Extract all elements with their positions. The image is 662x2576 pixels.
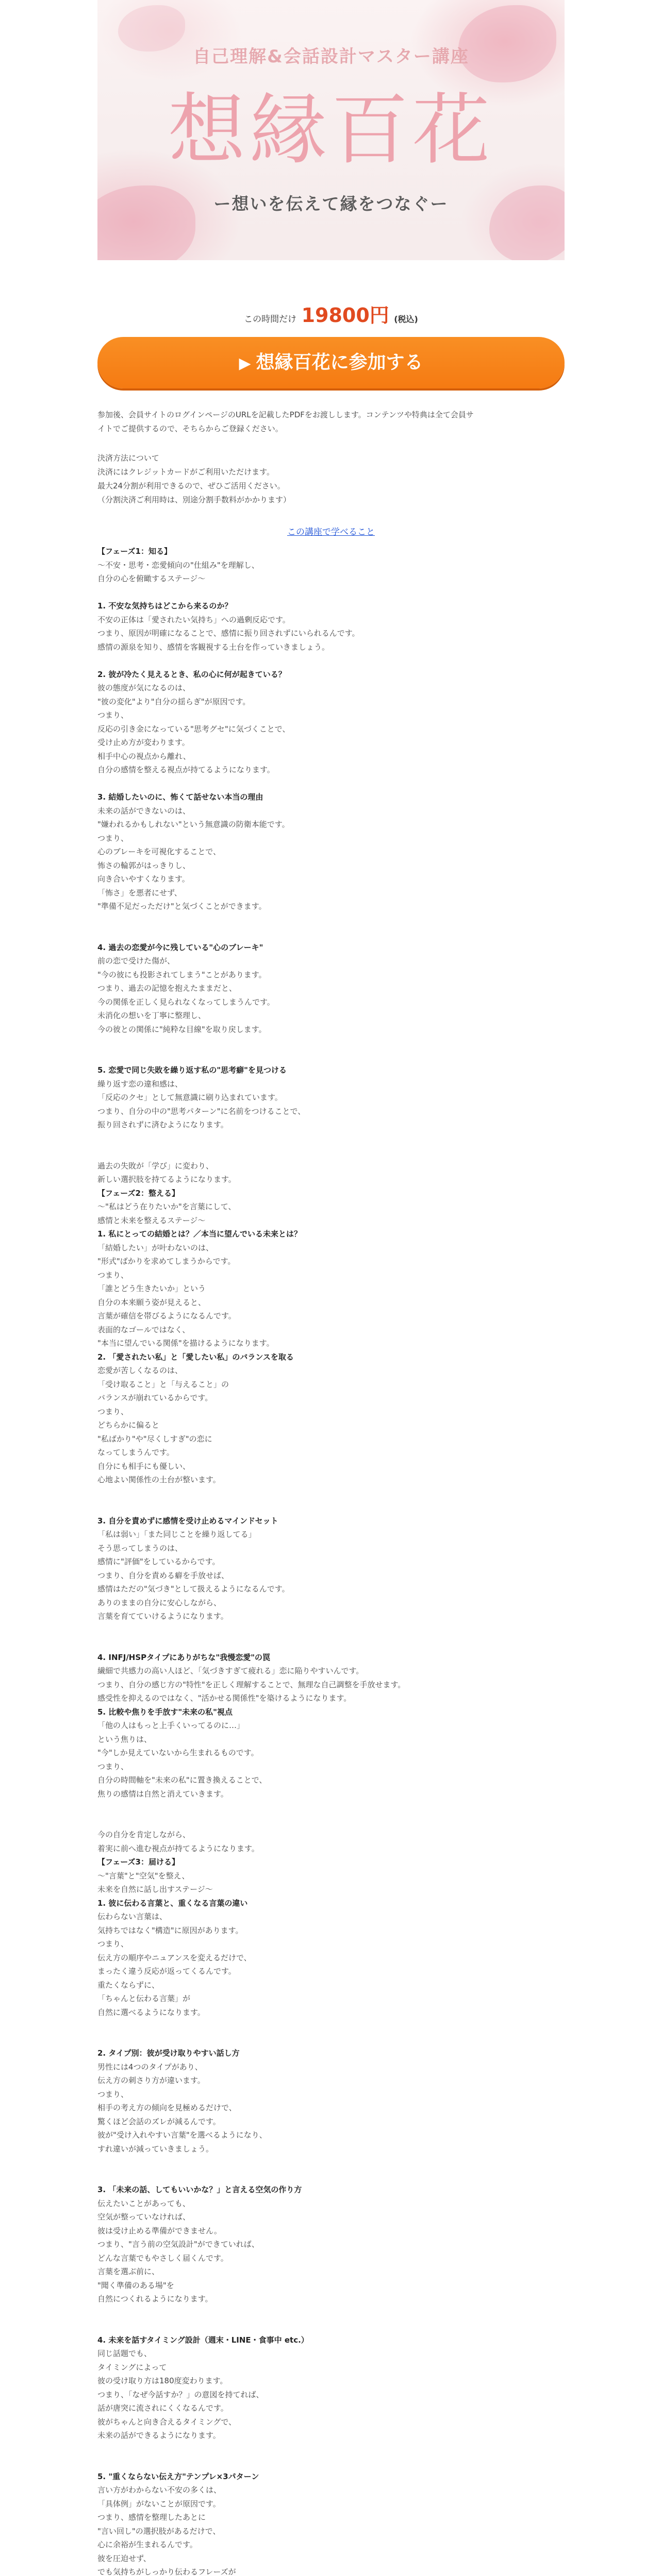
curriculum-line bbox=[97, 1815, 565, 1828]
curriculum-line: つまり、 bbox=[97, 2089, 129, 2099]
course-tagline: ー想いを伝えて縁をつなぐー bbox=[213, 194, 449, 214]
curriculum-line: 言葉が確信を帯びるようになるんです。 bbox=[97, 1311, 236, 1320]
curriculum-line: まったく違う反応が返ってくるんです。 bbox=[97, 1967, 236, 1976]
curriculum-line: 伝え方の順序やニュアンスを変えるだけで、 bbox=[97, 1953, 252, 1962]
curriculum-heading: 1. 私にとっての結婚とは？／本当に望んでいる未来とは？ bbox=[97, 1229, 302, 1239]
curriculum-line: つまり、 bbox=[97, 833, 129, 843]
curriculum-line: 言い方がわからない不安の多くは、 bbox=[97, 2485, 222, 2495]
price-line bbox=[97, 299, 565, 328]
curriculum-line: 未来を自然に話し出すステージ～ bbox=[97, 1885, 213, 1894]
curriculum-line: "形式"ばかりを求めてしまうからです。 bbox=[97, 1257, 236, 1266]
curriculum-line: 彼がちゃんと向き合えるタイミングで、 bbox=[97, 2417, 237, 2427]
curriculum-line: つまり、 bbox=[97, 710, 129, 720]
curriculum-line: 男性には4つのタイプがあり、 bbox=[97, 2062, 203, 2072]
curriculum-line: ～"言葉"と"空気"を整え、 bbox=[97, 1871, 190, 1880]
curriculum-line: "聞く準備のある場"を bbox=[97, 2280, 174, 2290]
curriculum-line: つまり、「なぜ今話すか？」の意図を持てれば、 bbox=[97, 2389, 264, 2399]
curriculum-line: 反応の引き金になっている"思考グセ"に気づくことで、 bbox=[97, 724, 290, 734]
price-amount: 19800円 bbox=[301, 304, 389, 327]
curriculum-line: 感情はただの"気づき"として扱えるようになるんです。 bbox=[97, 1584, 290, 1594]
curriculum-line: 「怖さ」を悪者にせず、 bbox=[97, 888, 182, 897]
curriculum-line: つまり、自分の感じ方の"特性"を正しく理解することで、無理な自己調整を手放せます。 bbox=[97, 1680, 406, 1689]
curriculum-heading: 【フェーズ1：知る】 bbox=[97, 547, 172, 556]
curriculum-line: 「誰とどう生きたいか」という bbox=[97, 1284, 206, 1293]
curriculum-line: 「受け取ること」と「与えること」の bbox=[97, 1379, 229, 1389]
curriculum-line: 「具体例」がないことが原因です。 bbox=[97, 2499, 221, 2509]
curriculum-heading: 2. 「愛されたい私」と「愛したい私」のバランスを取る bbox=[97, 1352, 294, 1362]
curriculum-heading: 【フェーズ3：届ける】 bbox=[97, 1857, 179, 1867]
curriculum-line: 不安の正体は「愛されたい気持ち」への過剰反応です。 bbox=[97, 615, 290, 624]
curriculum-line bbox=[97, 913, 565, 927]
curriculum-line: 彼は受け止める準備ができません。 bbox=[97, 2226, 222, 2235]
curriculum-line: バランスが崩れているからです。 bbox=[97, 1393, 213, 1402]
curriculum-line: 今の関係を正しく見られなくなってしまうんです。 bbox=[97, 997, 275, 1007]
curriculum-heading: 5. "重くならない伝え方"テンプレ×3パターン bbox=[97, 2471, 259, 2481]
curriculum-line bbox=[97, 586, 565, 600]
curriculum-line: 彼の受け取り方は180度変わります。 bbox=[97, 2376, 228, 2385]
curriculum-line: 空気が整っていなければ、 bbox=[97, 2212, 191, 2222]
curriculum-line: 向き合いやすくなります。 bbox=[97, 874, 190, 884]
curriculum-line: つまり、"言う前の空気設計"ができていれば、 bbox=[97, 2240, 259, 2249]
curriculum-line: つまり、原因が明確になることで、感情に振り回されずにいられるんです。 bbox=[97, 629, 360, 638]
curriculum-line: ～"私はどう在りたいか"を言葉にして、 bbox=[97, 1202, 236, 1211]
course-curriculum bbox=[97, 545, 565, 2576]
curriculum-line: 着実に前へ進む視点が持てるようになります。 bbox=[97, 1843, 259, 1853]
curriculum-line bbox=[97, 2033, 565, 2047]
curriculum-line: つまり、自分の中の"思考パターン"に名前をつけることで、 bbox=[97, 1106, 306, 1116]
curriculum-line: "嫌われるかもしれない"という無意識の防衛本能です。 bbox=[97, 820, 290, 829]
curriculum-line bbox=[97, 2443, 565, 2456]
curriculum-line: つまり、感情を整理したあとに bbox=[97, 2513, 206, 2522]
curriculum-line: つまり、 bbox=[97, 1761, 129, 1771]
curriculum-line: 振り回されずに済むようになります。 bbox=[97, 1120, 228, 1129]
notice-line: 参加後、会員サイトのログインページのURLを記載したPDFをお渡しします。コンテンツや特典は全て会員サ bbox=[97, 410, 474, 419]
price-tax: (税込) bbox=[394, 314, 418, 324]
curriculum-line: 気持ちではなく"構造"に原因があります。 bbox=[97, 1925, 243, 1935]
curriculum-line: "私ばかり"や"尽くしすぎ"の恋に bbox=[97, 1434, 212, 1444]
curriculum-line: つまり、 bbox=[97, 1406, 129, 1416]
join-course-label: 想縁百花に参加する bbox=[256, 352, 423, 373]
curriculum-line: 未消化の想いを丁寧に整理し、 bbox=[97, 1011, 206, 1020]
curriculum-heading: 4. INFJ/HSPタイプにありがちな"我慢恋愛"の罠 bbox=[97, 1652, 271, 1662]
curriculum-line: 「私は弱い」「また同じことを繰り返してる」 bbox=[97, 1530, 256, 1539]
landing-page bbox=[97, 0, 565, 2576]
curriculum-line: 心のブレーキを可視化することで、 bbox=[97, 847, 221, 856]
course-contents-link[interactable]: この講座で学べること bbox=[287, 527, 375, 537]
curriculum-line: 前の恋で受けた傷が、 bbox=[97, 956, 175, 965]
curriculum-line bbox=[97, 927, 565, 941]
curriculum-line: 感情に"評価"をしているからです。 bbox=[97, 1557, 220, 1566]
curriculum-line: "今"しか見えていないから生まれるものです。 bbox=[97, 1748, 259, 1757]
curriculum-line: 伝えたいことがあっても、 bbox=[97, 2198, 190, 2208]
curriculum-heading: 【フェーズ2：整える】 bbox=[97, 1188, 179, 1198]
curriculum-heading: 2. 彼が冷たく見えるとき、私の心に何が起きている？ bbox=[97, 669, 286, 679]
payment-line: 決済にはクレジットカードがご利用いただけます。 bbox=[97, 467, 274, 477]
curriculum-heading: 1. 不安な気持ちはどこから来るのか？ bbox=[97, 601, 233, 611]
curriculum-line: 焦りの感情は自然と消えていきます。 bbox=[97, 1789, 228, 1799]
curriculum-line: "彼の変化"より"自分の揺らぎ"が原因です。 bbox=[97, 697, 251, 706]
curriculum-line: 恋愛が苦しくなるのは、 bbox=[97, 1366, 183, 1375]
curriculum-line: 自分にも相手にも優しい、 bbox=[97, 1461, 191, 1471]
curriculum-line: 言葉を育てていけるようになります。 bbox=[97, 1612, 228, 1621]
curriculum-line: 表面的なゴールではなく、 bbox=[97, 1325, 190, 1334]
curriculum-line: つまり、 bbox=[97, 1270, 129, 1280]
curriculum-line: 過去の失敗が「学び」に変わり、 bbox=[97, 1161, 214, 1171]
join-course-button[interactable] bbox=[97, 337, 565, 388]
curriculum-line: 「ちゃんと伝わる言葉」が bbox=[97, 1994, 191, 2003]
curriculum-line bbox=[97, 2306, 565, 2320]
curriculum-line: 伝わらない言葉は、 bbox=[97, 1912, 168, 1921]
curriculum-line bbox=[97, 1487, 565, 1501]
curriculum-line: 未来の話ができるようになります。 bbox=[97, 2431, 221, 2440]
curriculum-heading: 4. 未来を話すタイミング設計（週末・LINE・食事中 etc.） bbox=[97, 2335, 309, 2345]
curriculum-line bbox=[97, 2170, 565, 2183]
curriculum-line bbox=[97, 1132, 565, 1146]
curriculum-heading: 5. 比較や焦りを手放す"未来の私"視点 bbox=[97, 1707, 233, 1717]
curriculum-line: 相手の考え方の傾向を見極めるだけで、 bbox=[97, 2103, 237, 2112]
curriculum-line: 感情の源泉を知り、感情を客観視する土台を作っていきましょう。 bbox=[97, 642, 330, 652]
curriculum-line: ～不安・思考・恋愛傾向の"仕組み"を理解し、 bbox=[97, 560, 259, 570]
curriculum-line: 同じ話題でも、 bbox=[97, 2349, 152, 2358]
curriculum-line: 驚くほど会話のズレが減るんです。 bbox=[97, 2116, 221, 2126]
curriculum-heading: 1. 彼に伝わる言葉と、重くなる言葉の違い bbox=[97, 1898, 248, 1908]
curriculum-line bbox=[97, 777, 565, 791]
curriculum-line: 感受性を抑えるのではなく、"活かせる関係性"を築けるようになります。 bbox=[97, 1693, 352, 1703]
payment-info bbox=[97, 451, 565, 507]
course-subtitle: 自己理解&会話設計マスター講座 bbox=[193, 46, 469, 67]
curriculum-line: 「反応のクセ」として無意識に刷り込まれています。 bbox=[97, 1093, 283, 1102]
course-title: 想縁百花 bbox=[168, 86, 494, 175]
curriculum-line: どんな言葉でもやさしく届くんです。 bbox=[97, 2253, 228, 2263]
curriculum-line: 繊細で共感力の高い人ほど、「気づきすぎて疲れる」恋に陥りやすいんです。 bbox=[97, 1666, 364, 1675]
curriculum-line: 自然につくれるようになります。 bbox=[97, 2294, 213, 2303]
curriculum-line: 心地よい関係性の土台が整います。 bbox=[97, 1475, 221, 1484]
enrollment-notice bbox=[97, 408, 565, 436]
curriculum-line bbox=[97, 1623, 565, 1637]
curriculum-line: 受け止め方が変わります。 bbox=[97, 738, 190, 747]
curriculum-line bbox=[97, 654, 565, 668]
curriculum-line: 今の彼との関係に"純粋な目線"を取り戻します。 bbox=[97, 1024, 267, 1034]
curriculum-line: という焦りは、 bbox=[97, 1734, 152, 1744]
curriculum-line bbox=[97, 1801, 565, 1815]
curriculum-line: 今の自分を肯定しながら、 bbox=[97, 1830, 191, 1839]
curriculum-line bbox=[97, 2319, 565, 2333]
curriculum-line: 心に余裕が生まれるんです。 bbox=[97, 2540, 197, 2549]
curriculum-line bbox=[97, 1145, 565, 1159]
curriculum-heading: 3. 「未来の話、してもいいかな？」と言える空気の作り方 bbox=[97, 2185, 302, 2194]
curriculum-line: 彼の態度が気になるのは、 bbox=[97, 683, 191, 692]
curriculum-line: "準備不足だっただけ"と気づくことができます。 bbox=[97, 902, 267, 911]
curriculum-line: 「結婚したい」が叶わないのは、 bbox=[97, 1243, 214, 1252]
curriculum-line bbox=[97, 2456, 565, 2470]
payment-line: （分割決済ご利用時は、別途分割手数料がかかります） bbox=[97, 495, 291, 504]
curriculum-line bbox=[97, 1500, 565, 1514]
curriculum-line: すれ違いが減っていきましょう。 bbox=[97, 2144, 214, 2154]
price-prefix: この時間だけ bbox=[244, 314, 297, 325]
curriculum-line bbox=[97, 2019, 565, 2033]
curriculum-heading: 3. 結婚したいのに、怖くて話せない本当の理由 bbox=[97, 792, 263, 802]
payment-line: 最大24分割が利用できるので、ぜひご活用ください。 bbox=[97, 481, 285, 490]
curriculum-line: 自分の感情を整える視点が持てるようになります。 bbox=[97, 765, 275, 774]
curriculum-line bbox=[97, 1050, 565, 1064]
curriculum-line: 重たくならずに、 bbox=[97, 1980, 160, 1990]
curriculum-heading: 2. タイプ別：彼が受け取りやすい話し方 bbox=[97, 2048, 240, 2058]
curriculum-heading: 5. 恋愛で同じ失敗を繰り返す私の"思考癖"を見つける bbox=[97, 1065, 287, 1075]
curriculum-line: "言い回し"の選択肢があるだけで、 bbox=[97, 2526, 221, 2536]
curriculum-line: つまり、過去の記憶を抱えたままだと、 bbox=[97, 984, 237, 993]
curriculum-line: 自然に選べるようになります。 bbox=[97, 2007, 205, 2017]
curriculum-line: 怖さの輪郭がはっきりし、 bbox=[97, 860, 191, 870]
curriculum-line: 「他の人はもっと上手くいってるのに…」 bbox=[97, 1721, 245, 1730]
curriculum-heading: 4. 過去の恋愛が今に残している"心のブレーキ" bbox=[97, 942, 263, 952]
curriculum-line: タイミングによって bbox=[97, 2362, 167, 2372]
curriculum-line: 自分の心を俯瞰するステージ～ bbox=[97, 574, 206, 583]
curriculum-line: 感情と未来を整えるステージ～ bbox=[97, 1215, 206, 1225]
curriculum-line: ありのままの自分に安心しながら、 bbox=[97, 1598, 222, 1607]
curriculum-line bbox=[97, 2156, 565, 2170]
payment-heading: 決済方法について bbox=[97, 453, 159, 463]
curriculum-line: 未来の話ができないのは、 bbox=[97, 806, 191, 816]
hero-banner bbox=[97, 0, 565, 260]
curriculum-line: 自分の時間軸を"未来の私"に置き換えることで、 bbox=[97, 1775, 267, 1785]
curriculum-line: 新しい選択肢を持てるようになります。 bbox=[97, 1175, 236, 1184]
curriculum-line bbox=[97, 1036, 565, 1050]
curriculum-line: 彼が"受け入れやすい言葉"を選べるようになり、 bbox=[97, 2130, 267, 2140]
curriculum-line: なってしまうんです。 bbox=[97, 1448, 174, 1457]
curriculum-line: "今の彼にも投影されてしまう"ことがあります。 bbox=[97, 970, 267, 979]
curriculum-line: どちらかに偏ると bbox=[97, 1420, 160, 1430]
curriculum-line: "本当に望んでいる関係"を描けるようになります。 bbox=[97, 1338, 274, 1348]
curriculum-line: 繰り返す恋の違和感は、 bbox=[97, 1079, 183, 1089]
curriculum-line: 話が唐突に流されにくくなるんです。 bbox=[97, 2403, 228, 2413]
curriculum-line: 彼を圧迫せず、 bbox=[97, 2553, 151, 2563]
curriculum-line: つまり、自分を責める癖を手放せば、 bbox=[97, 1570, 229, 1580]
play-triangle-icon: ▶ bbox=[239, 354, 251, 372]
curriculum-line: 相手中心の視点から離れ、 bbox=[97, 751, 191, 761]
notice-line: イトでご提供するので、そちらからご登録ください。 bbox=[97, 424, 283, 433]
curriculum-line: つまり、 bbox=[97, 1939, 129, 1948]
curriculum-line bbox=[97, 1637, 565, 1651]
curriculum-line: 自分の本来願う姿が見えると、 bbox=[97, 1297, 206, 1307]
curriculum-heading: 3. 自分を責めずに感情を受け止めるマインドセット bbox=[97, 1516, 278, 1526]
curriculum-line: 言葉を選ぶ前に、 bbox=[97, 2267, 160, 2276]
curriculum-line: でも気持ちがしっかり伝わるフレーズが bbox=[97, 2567, 236, 2576]
curriculum-line: そう思ってしまうのは、 bbox=[97, 1543, 183, 1553]
curriculum-line: 伝え方の刺さり方が違います。 bbox=[97, 2076, 205, 2085]
